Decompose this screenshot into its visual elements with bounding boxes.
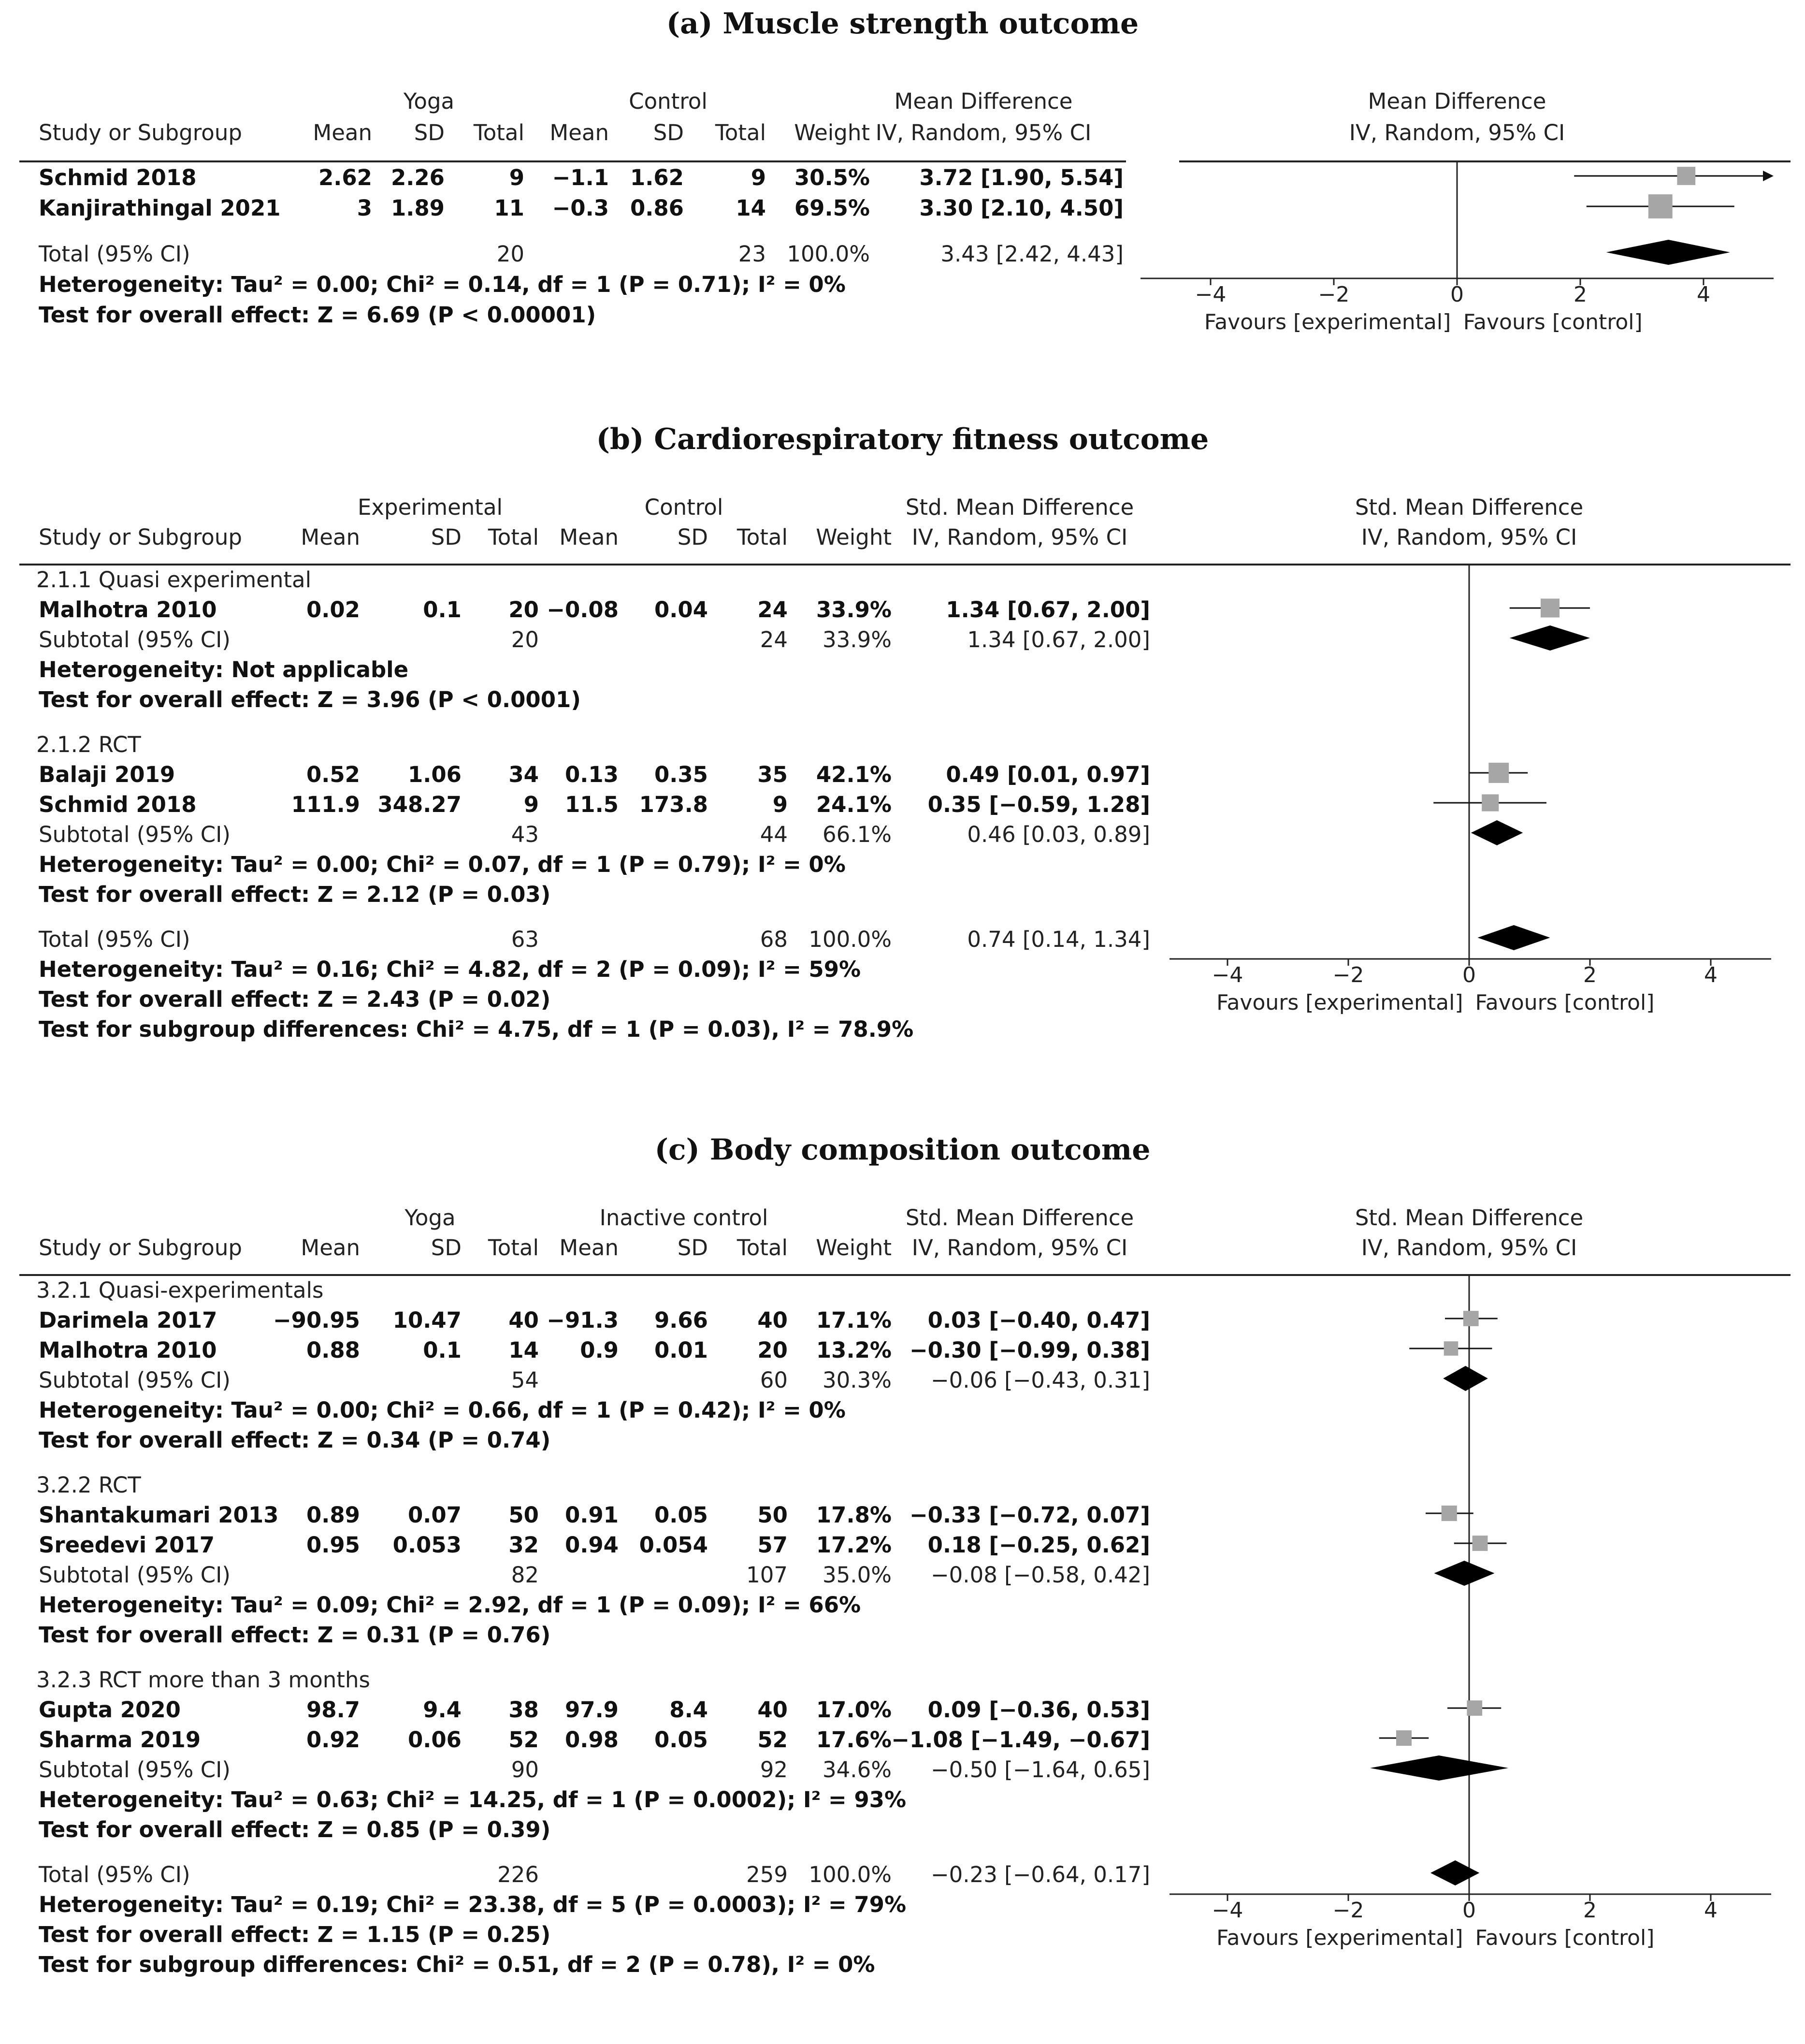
subtotal-effect-ci: −0.50 [−1.64, 0.65] <box>930 1757 1150 1783</box>
exp-sd: 1.89 <box>390 195 445 221</box>
exp-total-header: Total <box>488 524 539 550</box>
study-weight: 17.1% <box>816 1307 892 1333</box>
exp-mean: 0.92 <box>306 1727 360 1753</box>
statistics-note: Heterogeneity: Tau² = 0.09; Chi² = 2.92, df = 1 (P = 0.09); I² = 66% <box>39 1592 861 1618</box>
study-name: Schmid 2018 <box>39 165 197 190</box>
ctl-mean: 0.98 <box>564 1727 619 1753</box>
exp-sd: 2.26 <box>390 165 445 190</box>
ctl-mean: 0.91 <box>564 1502 619 1528</box>
subgroup-label: 3.2.2 RCT <box>36 1472 141 1498</box>
study-name: Sharma 2019 <box>39 1727 201 1753</box>
subtotal-exp-total: 90 <box>511 1757 539 1783</box>
exp-total: 9 <box>509 165 524 190</box>
exp-sd: 0.1 <box>423 1337 462 1363</box>
effect-ci: 0.09 [−0.36, 0.53] <box>927 1697 1150 1723</box>
ctl-total: 24 <box>757 597 788 623</box>
ctl-sd: 0.04 <box>654 597 708 623</box>
statistics-note: Test for overall effect: Z = 6.69 (P < 0.00001) <box>39 302 596 328</box>
total-diamond <box>1606 240 1730 265</box>
x-tick-label: −2 <box>1332 1898 1364 1923</box>
weight-header: Weight <box>816 1235 892 1261</box>
effect-ci: 0.49 [0.01, 0.97] <box>946 762 1150 787</box>
ctl-sd: 173.8 <box>639 792 708 817</box>
subgroup-label: 3.2.1 Quasi-experimentals <box>36 1277 324 1303</box>
total-ctl-total: 259 <box>746 1862 788 1887</box>
x-tick-label: −4 <box>1195 282 1227 307</box>
ctl-sd: 0.86 <box>630 195 684 221</box>
exp-total: 14 <box>508 1337 539 1363</box>
subtotal-label: Subtotal (95% CI) <box>39 1562 231 1588</box>
panel-title: (a) Muscle strength outcome <box>666 7 1139 41</box>
effect-ci: −0.30 [−0.99, 0.38] <box>909 1337 1150 1363</box>
exp-sd: 10.47 <box>392 1307 462 1333</box>
x-tick-label: −2 <box>1332 963 1364 987</box>
exp-total: 20 <box>508 597 539 623</box>
plot-header-method: IV, Random, 95% CI <box>1361 1235 1577 1261</box>
subtotal-ctl-total: 60 <box>760 1367 788 1393</box>
statistics-note: Heterogeneity: Tau² = 0.19; Chi² = 23.38, df = 5 (P = 0.0003); I² = 79% <box>39 1892 907 1917</box>
subtotal-diamond <box>1443 1366 1488 1391</box>
plot-header-effect: Std. Mean Difference <box>1355 1205 1584 1231</box>
study-weight: 30.5% <box>794 165 870 190</box>
study-name: Malhotra 2010 <box>39 1337 217 1363</box>
subtotal-effect-ci: 0.46 [0.03, 0.89] <box>967 822 1150 847</box>
weight-header: Weight <box>816 524 892 550</box>
exp-mean: 0.88 <box>306 1337 360 1363</box>
statistics-note: Heterogeneity: Tau² = 0.00; Chi² = 0.14, df = 1 (P = 0.71); I² = 0% <box>39 272 846 297</box>
ctl-mean-header: Mean <box>549 120 609 145</box>
ci-arrow <box>1763 171 1774 181</box>
exp-sd: 0.07 <box>407 1502 462 1528</box>
exp-sd: 0.053 <box>392 1532 462 1558</box>
statistics-note: Test for subgroup differences: Chi² = 4.75, df = 1 (P = 0.03), I² = 78.9% <box>39 1016 914 1042</box>
study-name: Darimela 2017 <box>39 1307 217 1333</box>
effect-ci: 0.03 [−0.40, 0.47] <box>927 1307 1150 1333</box>
ctl-total: 40 <box>757 1697 788 1723</box>
subtotal-label: Subtotal (95% CI) <box>39 1367 231 1393</box>
ctl-sd: 0.01 <box>654 1337 708 1363</box>
subtotal-effect-ci: −0.06 [−0.43, 0.31] <box>930 1367 1150 1393</box>
ctl-sd: 0.054 <box>639 1532 708 1558</box>
effect-method-header: IV, Random, 95% CI <box>911 524 1128 550</box>
study-weight: 17.6% <box>816 1727 892 1753</box>
study-weight: 17.2% <box>816 1532 892 1558</box>
subtotal-label: Subtotal (95% CI) <box>39 627 231 652</box>
favours-experimental-label: Favours [experimental] <box>1216 990 1463 1015</box>
forest-plot-area <box>0 0 1805 356</box>
ctl-mean: −1.1 <box>552 165 609 190</box>
exp-sd: 9.4 <box>423 1697 462 1723</box>
statistics-note: Heterogeneity: Tau² = 0.00; Chi² = 0.07, df = 1 (P = 0.79); I² = 0% <box>39 852 846 877</box>
ctl-total-header: Total <box>715 120 766 145</box>
effect-ci: 3.30 [2.10, 4.50] <box>919 195 1124 221</box>
subtotal-diamond <box>1471 820 1523 845</box>
exp-total: 34 <box>508 762 539 787</box>
ctl-sd-header: SD <box>677 524 708 550</box>
study-weight: 17.0% <box>816 1697 892 1723</box>
study-name: Malhotra 2010 <box>39 597 217 623</box>
subgroup-label: 2.1.1 Quasi experimental <box>36 567 312 593</box>
subtotal-weight: 66.1% <box>823 822 892 847</box>
statistics-note: Test for overall effect: Z = 0.31 (P = 0.76) <box>39 1622 551 1648</box>
ctl-total-header: Total <box>736 524 788 550</box>
subtotal-ctl-total: 44 <box>760 822 788 847</box>
ctl-sd: 0.05 <box>654 1502 708 1528</box>
ctl-sd: 1.62 <box>630 165 684 190</box>
effect-ci: −1.08 [−1.49, −0.67] <box>891 1727 1150 1753</box>
total-effect-ci: 0.74 [0.14, 1.34] <box>967 927 1150 952</box>
ctl-mean-header: Mean <box>559 524 619 550</box>
experimental-group-header: Experimental <box>357 494 503 520</box>
total-label: Total (95% CI) <box>39 1862 190 1887</box>
study-marker <box>1442 1506 1457 1521</box>
exp-sd-header: SD <box>431 1235 462 1261</box>
exp-sd-header: SD <box>431 524 462 550</box>
subtotal-weight: 30.3% <box>823 1367 892 1393</box>
experimental-group-header: Yoga <box>404 1205 456 1231</box>
total-weight: 100.0% <box>809 927 892 952</box>
experimental-group-header: Yoga <box>403 88 455 114</box>
statistics-note: Test for overall effect: Z = 0.85 (P = 0.39) <box>39 1817 551 1842</box>
ctl-mean: 0.94 <box>564 1532 619 1558</box>
favours-control-label: Favours [control] <box>1463 310 1643 334</box>
statistics-note: Test for subgroup differences: Chi² = 0.51, df = 2 (P = 0.78), I² = 0% <box>39 1952 875 1977</box>
exp-total: 38 <box>508 1697 539 1723</box>
exp-mean: 0.02 <box>306 597 360 623</box>
exp-total: 11 <box>494 195 524 221</box>
exp-mean: 0.52 <box>306 762 360 787</box>
exp-sd-header: SD <box>414 120 445 145</box>
study-marker <box>1463 1311 1479 1326</box>
subtotal-effect-ci: −0.08 [−0.58, 0.42] <box>930 1562 1150 1588</box>
ctl-mean: −0.3 <box>552 195 609 221</box>
subtotal-exp-total: 43 <box>511 822 539 847</box>
exp-total: 40 <box>508 1307 539 1333</box>
subtotal-exp-total: 20 <box>511 627 539 652</box>
effect-ci: 3.72 [1.90, 5.54] <box>919 165 1124 190</box>
total-exp-total: 63 <box>511 927 539 952</box>
control-group-header: Control <box>629 88 708 114</box>
subtotal-weight: 33.9% <box>823 627 892 652</box>
exp-total: 50 <box>508 1502 539 1528</box>
weight-header: Weight <box>794 120 870 145</box>
x-tick-label: 4 <box>1704 1898 1718 1923</box>
subtotal-weight: 34.6% <box>823 1757 892 1783</box>
exp-mean-header: Mean <box>301 1235 360 1261</box>
statistics-note: Test for overall effect: Z = 2.43 (P = 0.02) <box>39 986 551 1012</box>
statistics-note: Heterogeneity: Not applicable <box>39 657 409 682</box>
ctl-mean: −0.08 <box>547 597 619 623</box>
effect-ci: 0.18 [−0.25, 0.62] <box>927 1532 1150 1558</box>
study-marker <box>1473 1536 1488 1551</box>
total-diamond <box>1430 1860 1479 1885</box>
study-marker <box>1396 1730 1412 1746</box>
forest-plot-area <box>0 1126 1805 1972</box>
total-effect-ci: 3.43 [2.42, 4.43] <box>940 241 1124 267</box>
plot-header-method: IV, Random, 95% CI <box>1349 120 1565 145</box>
statistics-note: Test for overall effect: Z = 3.96 (P < 0.0001) <box>39 687 581 712</box>
subtotal-diamond <box>1370 1755 1508 1781</box>
effect-method-header: IV, Random, 95% CI <box>911 1235 1128 1261</box>
ctl-sd: 9.66 <box>654 1307 708 1333</box>
ctl-total: 9 <box>751 165 766 190</box>
ctl-sd: 8.4 <box>669 1697 708 1723</box>
forest-plot-area <box>0 416 1805 1036</box>
total-label: Total (95% CI) <box>39 241 190 267</box>
subtotal-exp-total: 82 <box>511 1562 539 1588</box>
ctl-total: 52 <box>757 1727 788 1753</box>
ctl-total: 14 <box>736 195 766 221</box>
panel-title: (b) Cardiorespiratory fitness outcome <box>596 422 1209 456</box>
study-weight: 69.5% <box>794 195 870 221</box>
total-exp-total: 226 <box>497 1862 539 1887</box>
ctl-mean: 0.9 <box>580 1337 619 1363</box>
ctl-sd-header: SD <box>677 1235 708 1261</box>
exp-mean: 2.62 <box>318 165 372 190</box>
statistics-note: Heterogeneity: Tau² = 0.16; Chi² = 4.82, df = 2 (P = 0.09); I² = 59% <box>39 957 861 982</box>
favours-experimental-label: Favours [experimental] <box>1204 310 1451 334</box>
subtotal-label: Subtotal (95% CI) <box>39 1757 231 1783</box>
x-tick-label: 0 <box>1462 1898 1476 1923</box>
favours-experimental-label: Favours [experimental] <box>1216 1926 1463 1950</box>
total-ctl-total: 68 <box>760 927 788 952</box>
study-marker <box>1488 763 1509 783</box>
control-group-header: Inactive control <box>599 1205 768 1231</box>
exp-total: 32 <box>508 1532 539 1558</box>
statistics-note: Test for overall effect: Z = 0.34 (P = 0.74) <box>39 1427 551 1453</box>
study-marker <box>1677 167 1695 185</box>
subtotal-weight: 35.0% <box>823 1562 892 1588</box>
total-weight: 100.0% <box>787 241 870 267</box>
exp-sd: 0.06 <box>407 1727 462 1753</box>
exp-total: 9 <box>523 792 539 817</box>
study-marker <box>1467 1700 1482 1716</box>
ctl-total-header: Total <box>736 1235 788 1261</box>
ctl-total: 50 <box>757 1502 788 1528</box>
study-weight: 33.9% <box>816 597 892 623</box>
statistics-note: Test for overall effect: Z = 1.15 (P = 0.25) <box>39 1922 551 1947</box>
ctl-total: 9 <box>772 792 788 817</box>
exp-mean: 111.9 <box>291 792 360 817</box>
subtotal-ctl-total: 107 <box>746 1562 788 1588</box>
ctl-mean-header: Mean <box>559 1235 619 1261</box>
subtotal-label: Subtotal (95% CI) <box>39 822 231 847</box>
exp-total-header: Total <box>473 120 524 145</box>
favours-control-label: Favours [control] <box>1475 990 1655 1015</box>
x-tick-label: −2 <box>1318 282 1350 307</box>
study-marker <box>1482 794 1499 811</box>
ctl-mean: 0.13 <box>564 762 619 787</box>
x-tick-label: 2 <box>1583 963 1597 987</box>
study-name: Schmid 2018 <box>39 792 197 817</box>
total-label: Total (95% CI) <box>39 927 190 952</box>
total-weight: 100.0% <box>809 1862 892 1887</box>
x-tick-label: 0 <box>1450 282 1464 307</box>
exp-mean: 0.89 <box>306 1502 360 1528</box>
study-name: Sreedevi 2017 <box>39 1532 215 1558</box>
statistics-note: Test for overall effect: Z = 2.12 (P = 0.03) <box>39 882 551 907</box>
plot-header-method: IV, Random, 95% CI <box>1361 524 1577 550</box>
ctl-sd: 0.35 <box>654 762 708 787</box>
total-exp-total: 20 <box>496 241 524 267</box>
effect-ci: −0.33 [−0.72, 0.07] <box>909 1502 1150 1528</box>
effect-column-header: Std. Mean Difference <box>905 1205 1134 1231</box>
study-marker <box>1444 1341 1458 1356</box>
ctl-total: 35 <box>757 762 788 787</box>
exp-sd: 1.06 <box>407 762 462 787</box>
x-tick-label: 2 <box>1574 282 1587 307</box>
effect-ci: 1.34 [0.67, 2.00] <box>946 597 1150 623</box>
x-tick-label: −4 <box>1212 1898 1243 1923</box>
total-ctl-total: 23 <box>738 241 766 267</box>
subgroup-label: 3.2.3 RCT more than 3 months <box>36 1667 370 1693</box>
study-name: Balaji 2019 <box>39 762 175 787</box>
ctl-sd-header: SD <box>653 120 684 145</box>
study-column-header: Study or Subgroup <box>39 524 242 550</box>
plot-header-effect: Std. Mean Difference <box>1355 494 1584 520</box>
control-group-header: Control <box>644 494 723 520</box>
favours-control-label: Favours [control] <box>1475 1926 1655 1950</box>
study-column-header: Study or Subgroup <box>39 1235 242 1261</box>
effect-ci: 0.35 [−0.59, 1.28] <box>927 792 1150 817</box>
ctl-sd: 0.05 <box>654 1727 708 1753</box>
study-name: Gupta 2020 <box>39 1697 181 1723</box>
statistics-note: Heterogeneity: Tau² = 0.63; Chi² = 14.25, df = 1 (P = 0.0002); I² = 93% <box>39 1787 907 1812</box>
x-tick-label: 0 <box>1462 963 1476 987</box>
exp-total: 52 <box>508 1727 539 1753</box>
exp-mean: 0.95 <box>306 1532 360 1558</box>
ctl-mean: 11.5 <box>564 792 619 817</box>
exp-mean: 3 <box>357 195 372 221</box>
subgroup-label: 2.1.2 RCT <box>36 732 141 757</box>
ctl-total: 40 <box>757 1307 788 1333</box>
subtotal-diamond <box>1434 1561 1495 1586</box>
exp-sd: 348.27 <box>377 792 462 817</box>
subtotal-exp-total: 54 <box>511 1367 539 1393</box>
effect-column-header: Mean Difference <box>894 88 1073 114</box>
study-weight: 42.1% <box>816 762 892 787</box>
study-weight: 24.1% <box>816 792 892 817</box>
exp-mean-header: Mean <box>313 120 372 145</box>
ctl-mean: −91.3 <box>547 1307 619 1333</box>
effect-method-header: IV, Random, 95% CI <box>875 120 1092 145</box>
exp-mean: −90.95 <box>273 1307 360 1333</box>
statistics-note: Heterogeneity: Tau² = 0.00; Chi² = 0.66, df = 1 (P = 0.42); I² = 0% <box>39 1397 846 1423</box>
panel-title: (c) Body composition outcome <box>654 1133 1151 1167</box>
exp-sd: 0.1 <box>423 597 462 623</box>
total-diamond <box>1478 925 1550 950</box>
study-weight: 13.2% <box>816 1337 892 1363</box>
x-tick-label: 2 <box>1583 1898 1597 1923</box>
exp-mean: 98.7 <box>306 1697 360 1723</box>
subtotal-ctl-total: 24 <box>760 627 788 652</box>
study-marker <box>1541 598 1560 617</box>
exp-mean-header: Mean <box>301 524 360 550</box>
study-weight: 17.8% <box>816 1502 892 1528</box>
ctl-total: 57 <box>757 1532 788 1558</box>
study-column-header: Study or Subgroup <box>39 120 242 145</box>
exp-total-header: Total <box>488 1235 539 1261</box>
x-tick-label: −4 <box>1212 963 1243 987</box>
ctl-total: 20 <box>757 1337 788 1363</box>
effect-column-header: Std. Mean Difference <box>905 494 1134 520</box>
x-tick-label: 4 <box>1704 963 1718 987</box>
study-name: Shantakumari 2013 <box>39 1502 279 1528</box>
study-name: Kanjirathingal 2021 <box>39 195 281 221</box>
subtotal-ctl-total: 92 <box>760 1757 788 1783</box>
plot-header-effect: Mean Difference <box>1368 88 1546 114</box>
subtotal-effect-ci: 1.34 [0.67, 2.00] <box>967 627 1150 652</box>
subtotal-diamond <box>1510 625 1590 651</box>
study-marker <box>1648 194 1673 218</box>
total-effect-ci: −0.23 [−0.64, 0.17] <box>930 1862 1150 1887</box>
ctl-mean: 97.9 <box>564 1697 619 1723</box>
x-tick-label: 4 <box>1697 282 1710 307</box>
